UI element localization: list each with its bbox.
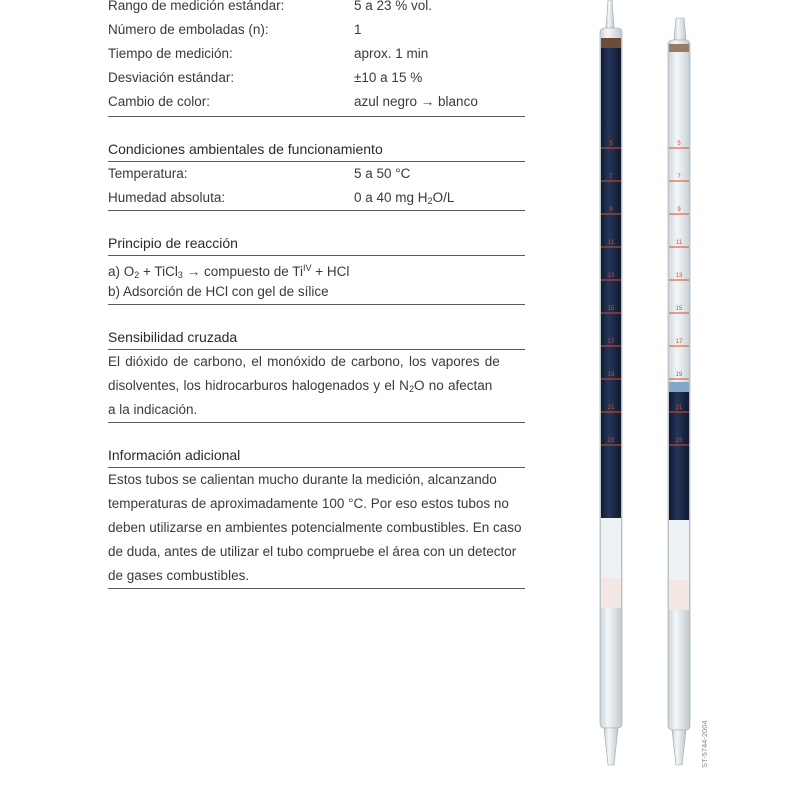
spec-label: Cambio de color:: [108, 94, 211, 109]
ambient-value: 0 a 40 mg $H_2O/L$: [354, 190, 455, 206]
spec-table: [108, 0, 525, 117]
text-line: temperaturas de aproximadamente 100 °C. Por eso estos tubos no: [108, 496, 509, 511]
additional-info-section: [108, 445, 525, 589]
detector-tubes-image: [580, 0, 730, 800]
scale-label: 9: [609, 207, 613, 213]
spec-label: Rango de medición estándar:: [108, 0, 285, 13]
divider: [108, 116, 525, 117]
scale-label: 17: [607, 339, 615, 345]
ambient-label: Humedad absoluta:: [108, 190, 226, 205]
ambient-section: [108, 139, 525, 211]
section-heading: Principio de reacción: [108, 233, 525, 256]
scale-label: 9: [677, 207, 681, 213]
scale-label: 11: [607, 240, 615, 246]
scale-label: 21: [675, 405, 683, 411]
spec-value: aprox. 1 min: [354, 46, 429, 61]
scale-label: 7: [609, 174, 613, 180]
spec-value: azul negro → blanco: [354, 94, 478, 109]
section-heading: Información adicional: [108, 445, 525, 468]
ambient-row: [108, 162, 525, 186]
text-line: deben utilizarse en ambientes potencialmente combustibles. En caso: [108, 520, 522, 535]
spec-row: [108, 66, 525, 90]
divider: [108, 210, 525, 211]
text-line: disolventes, los hidrocarburos halogenados y el $N_2O$ no afectan: [108, 378, 493, 394]
scale-label: 13: [607, 273, 615, 279]
scale-label: 7: [677, 174, 681, 180]
spec-row: [108, 42, 525, 66]
divider: [108, 422, 525, 423]
spec-row: [108, 90, 525, 114]
text-line: Estos tubos se calientan mucho durante la medición, alcanzando: [108, 472, 497, 487]
text-line: de gases combustibles.: [108, 568, 250, 583]
scale-label: 5: [609, 141, 613, 147]
scale-label: 15: [675, 306, 683, 312]
reaction-line-a: a) $O_2$ + TiCl$_3$ → compuesto de $Ti^{IV}$ + HCl: [108, 263, 350, 280]
cross-sensitivity-text: [108, 350, 525, 422]
spec-value: 1: [354, 22, 362, 37]
scale-label: 21: [607, 405, 615, 411]
spec-value: ±10 a 15 %: [354, 70, 423, 85]
unused-tube: [600, 0, 622, 765]
scale-label: 23: [675, 438, 683, 444]
divider: [108, 588, 525, 589]
scale-label: 23: [607, 438, 615, 444]
used-tube: [668, 18, 690, 765]
text-line: a la indicación.: [108, 402, 198, 417]
cross-sensitivity-section: [108, 327, 525, 423]
additional-info-text: [108, 468, 525, 588]
scale-label: 15: [607, 306, 615, 312]
reaction-line-b: b) Adsorción de HCl con gel de sílice: [108, 284, 329, 299]
text-line: de duda, antes de utilizar el tubo compruebe el área con un detector: [108, 544, 517, 559]
spec-label: Desviación estándar:: [108, 70, 235, 85]
scale-label: 19: [607, 372, 615, 378]
ambient-label: Temperatura:: [108, 166, 188, 181]
ambient-value: 5 a 50 °C: [354, 166, 411, 181]
section-heading: Sensibilidad cruzada: [108, 327, 525, 350]
scale-label: 11: [675, 240, 683, 246]
ambient-row: [108, 186, 525, 210]
spec-row: [108, 0, 525, 18]
scale-label: 19: [675, 372, 683, 378]
reaction-section: [108, 233, 525, 305]
divider: [108, 304, 525, 305]
section-heading: Condiciones ambientales de funcionamiento: [108, 139, 525, 162]
text-line: El dióxido de carbono, el monóxido de carbono, los vapores de: [108, 354, 500, 369]
spec-label: Número de emboladas (n):: [108, 22, 269, 37]
scale-label: 13: [675, 273, 683, 279]
spec-label: Tiempo de medición:: [108, 46, 233, 61]
spec-row: [108, 18, 525, 42]
scale-label: 17: [675, 339, 683, 345]
spec-value: 5 a 23 % vol.: [354, 0, 433, 13]
scale-label: 5: [677, 141, 681, 147]
document-code: ST-5744-2004: [700, 720, 709, 768]
